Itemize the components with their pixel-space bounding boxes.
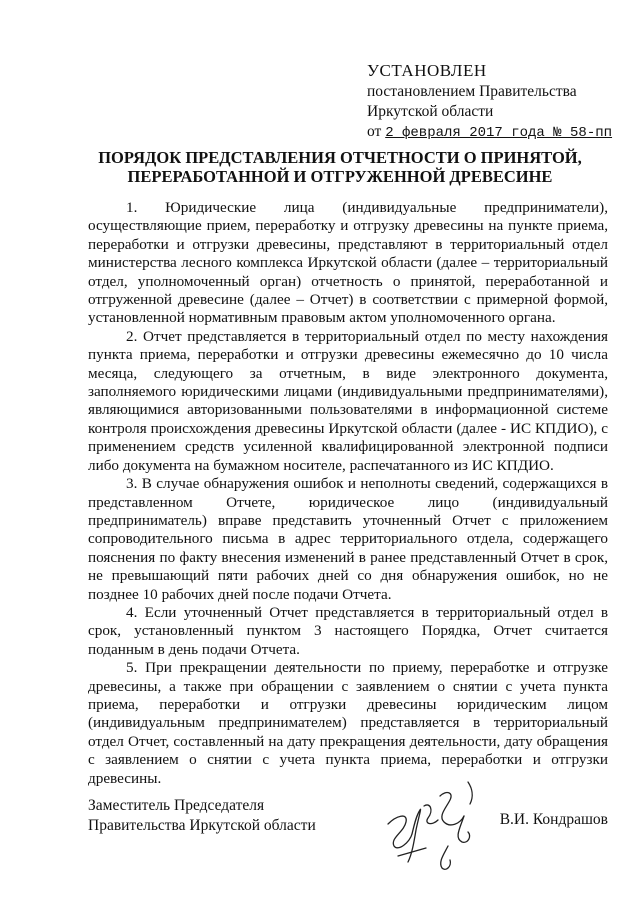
signer-position-line-2: Правительства Иркутской области xyxy=(88,817,316,834)
paragraph-4: 4. Если уточненный Отчет представляется в территориальный отдел в срок, установленный пунктом 3 настоящего Порядка, Отчет считается поданным в день подачи Отчета. xyxy=(88,603,608,658)
approval-heading: УСТАНОВЛЕН xyxy=(367,61,487,80)
approval-line-2: Иркутской области xyxy=(367,103,494,120)
approval-stamp xyxy=(367,61,617,143)
handwritten-signature xyxy=(368,776,498,881)
approval-date: 2 февраля 2017 года № 58-пп xyxy=(385,125,613,141)
approval-line-1: постановлением Правительства xyxy=(367,83,577,100)
paragraph-5: 5. При прекращении деятельности по приему, переработке и отгрузке древесины, а также при обращении с заявлением о снятии с учета пункта приема, переработки и отгрузки древесины юридическим лицом (индивидуальным предпринимателем) представляется в территориальный отдел Отчет, составленный на дату прекращения деятельности, дату обращения с заявлением о снятии с учета пункта приема, переработки и отгрузки древесины. xyxy=(88,659,608,787)
approval-date-prefix: от xyxy=(367,123,382,140)
paragraph-3: 3. В случае обнаружения ошибок и неполноты сведений, содержащихся в представленном Отчете, юридическое лицо (индивидуальный предприниматель) вправе представить уточненный Отчет с приложением сопроводительного письма в адрес территориального отдела, содержащего пояснения по факту внесения изменений в ранее представленный Отчет в срок, не превышающий пяти рабочих дней со дня обнаружения ошибок, но не позднее 10 рабочих дней после подачи Отчета. xyxy=(88,475,608,603)
paragraph-1: 1. Юридические лица (индивидуальные предприниматели), осуществляющие прием, переработку и отгрузку древесины на пункте приема, переработки и отгрузки древесины, представляют в территориальный отдел министерства лесного комплекса Иркутской области (далее – территориальный отдел, уполномоченный орган) отчетность о принятой, переработанной и отгруженной древесине (далее – Отчет) в соответствии с примерной формой, установленной нормативным правовым актом уполномоченного органа. xyxy=(88,199,608,327)
title-line-2: ПЕРЕРАБОТАННОЙ И ОТГРУЖЕННОЙ ДРЕВЕСИНЕ xyxy=(127,167,553,186)
paragraph-2: 2. Отчет представляется в территориальный отдел по месту нахождения пункта приема, переработки и отгрузки древесины ежемесячно до 10 числа месяца, следующего за отчетным, в виде электронного документа, заполняемого юридическими лицами (индивидуальными предпринимателями), являющимися авторизованными пользователями в информационной системе контроля происхождения древесины Иркутской области (далее - ИС КПДИО), с применением средств усиленной квалифицированной электронной подписи либо документа на бумажном носителе, распечатанного из ИС КПДИО. xyxy=(88,327,608,474)
signer-position xyxy=(88,796,316,836)
signer-name: В.И. Кондрашов xyxy=(499,811,608,828)
approval-date-line xyxy=(367,122,617,143)
document-body xyxy=(88,199,608,788)
title-line-1: ПОРЯДОК ПРЕДСТАВЛЕНИЯ ОТЧЕТНОСТИ О ПРИНЯТОЙ, xyxy=(98,148,582,167)
signature-block xyxy=(88,796,608,886)
signer-position-line-1: Заместитель Председателя xyxy=(88,797,265,814)
document-title xyxy=(60,148,620,186)
